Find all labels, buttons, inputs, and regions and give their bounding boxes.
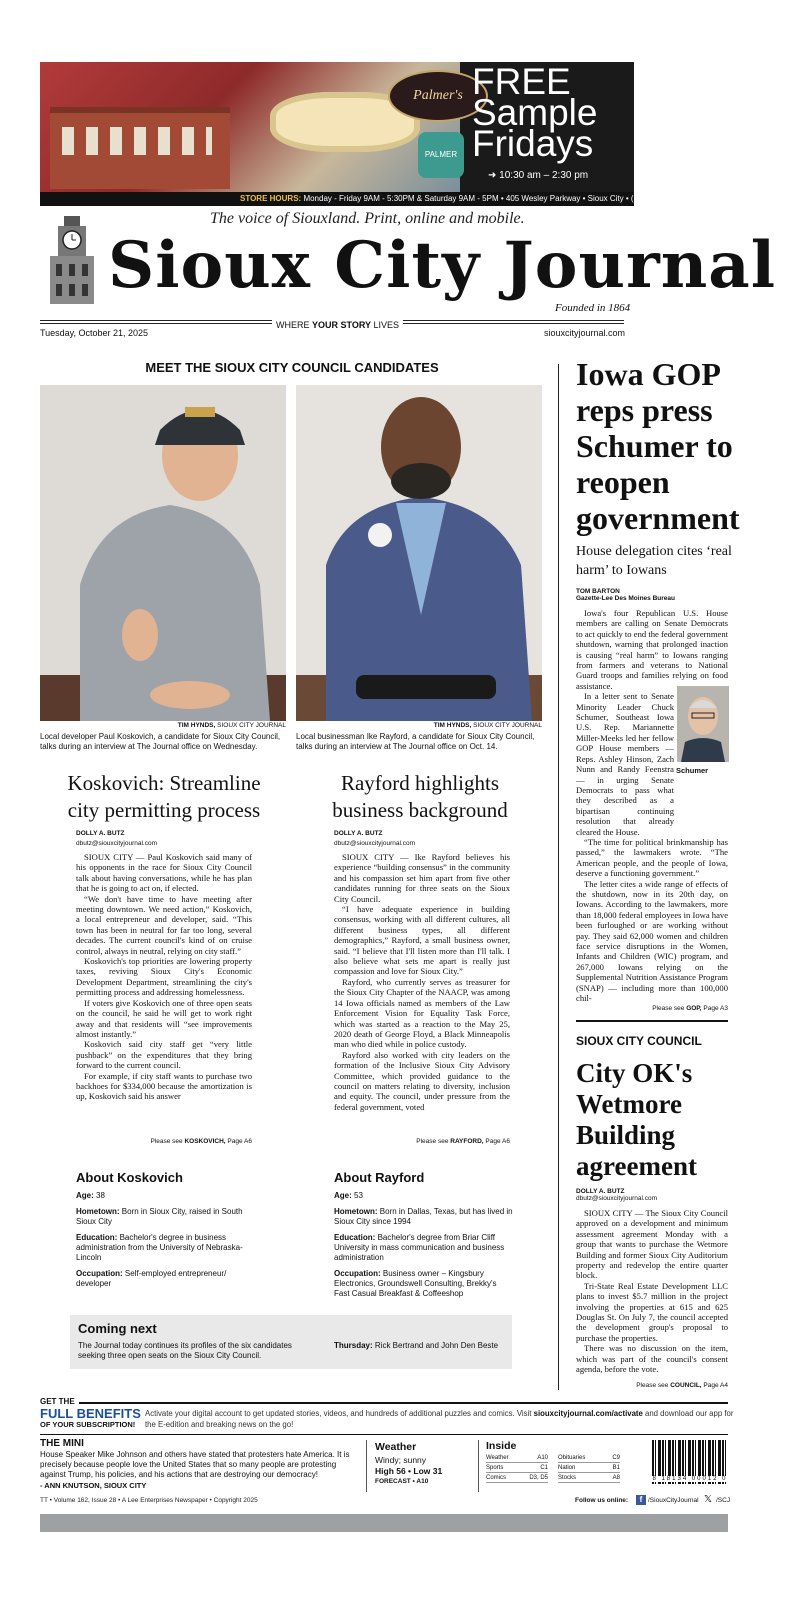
footer-divider: [366, 1440, 367, 1492]
koskovich-body: SIOUX CITY — Paul Koskovich said many of his opponents in the race for Sioux City Council talk about having conversations, while he has plan that he is going to act on, if elected. “We don't have time to have meeting after meeting downtown. We need action,” Koskovich, a local entrepreneur and developer, said. “This town has been in neutral for far too long, several decades. The current council's kind of on cruise control, always in neutral, relying on city staff.” Koskovich's top priorities are lowering property taxes, reviving Sioux City's Economic Development Department, streamlining the city's permitting process and addressing homelessness. If voters give Koskovich one of three open seats on the council, he said he will get to work right away and that residents will “see improvements almost instantly.” Koskovich said city staff get “very little pushback” on the expenditures that they bring forward to the current council. For example, if city staff wants to purchase two backhoes for $334,000 because the amortization is up, Koskovich said his answer: [76, 852, 252, 1102]
ad-headline: FREE Sample Fridays: [472, 61, 598, 164]
benefits-text: Activate your digital account to get updated stories, videos, and hundreds of additional puzzles and comics. Visit siouxcityjournal.com/activate and download our app for the E-edition and breaking news on the go!: [145, 1409, 734, 1429]
bottom-bar: [40, 1514, 728, 1532]
weather-forecast-link[interactable]: FORECAST • A10: [375, 1478, 429, 1485]
byline: DOLLY A. BUTZ: [76, 830, 125, 837]
activate-link[interactable]: siouxcityjournal.com/activate: [533, 1409, 643, 1418]
about-occupation: Occupation: Self-employed entrepreneur/ developer: [76, 1269, 227, 1288]
mini-title: THE MINI: [40, 1438, 84, 1449]
inside-item[interactable]: Weather A10: [486, 1455, 548, 1461]
gop-subhead: House delegation cites ‘real harm’ to Iowans: [576, 544, 732, 578]
barcode-number: 8 18134 00012 0: [652, 1476, 728, 1482]
inside-item[interactable]: Sports C1: [486, 1465, 548, 1471]
section-label: SIOUX CITY COUNCIL: [576, 1034, 702, 1048]
about-education: Education: Bachelor's degree in business administration from the University of Nebraska-Lincoln: [76, 1233, 243, 1262]
rayford-body: SIOUX CITY — Ike Rayford believes his experience “building consensus” in the community and his compassion set him apart from five other candidates running for three seats on the Sioux City Council. “I have adequate experience in building consensus, working with all different cultures, all different business types, all different demographics,” Rayford, a small business owner, said. “I believe that I'll listen more than I'll talk. I also believe what sets me apart is really just compassion and love for Sioux City.” Rayford, who currently serves as treasurer for the Sioux City Chapter of the NAACP, was among 14 Iowa officials named as members of the Law Enforcement Vision for Equality Task Force, which was started as a reaction to the May 25, 2020 death of George Floyd, a Black Minneapolis man who died while in police custody. Rayford also worked with city leaders on the formation of the Inclusive Sioux City Advisory Committee, which provided guidance to the council on matters relating to diversity, inclusion and equity. The council, under pressure from the federal government, voted: [334, 852, 510, 1112]
photo-credit: TIM HYNDS, SIOUX CITY JOURNAL: [177, 722, 286, 729]
ad-palmer-badge: PALMER: [418, 132, 464, 178]
section-rule: [576, 1020, 728, 1022]
about-education: Education: Bachelor's degree from Briar Cliff University in mass communication and business administration: [334, 1233, 505, 1262]
follow-label: Follow us online:: [575, 1497, 629, 1504]
photo-caption: Local businessman Ike Rayford, a candidate for Sioux City Council, talks during an interview at The Journal office on Oct. 14.: [296, 732, 535, 751]
ad-brand-logo: Palmer's: [388, 70, 488, 122]
coming-next-box: [70, 1315, 512, 1369]
ad-building-image: [50, 107, 230, 189]
column-rule: [558, 364, 559, 1390]
weather-temps: High 56 • Low 31: [375, 1466, 443, 1476]
feature-title: MEET THE SIOUX CITY COUNCIL CANDIDATES: [145, 360, 439, 375]
motto: WHERE YOUR STORY LIVES: [272, 320, 403, 330]
coming-next-text: The Journal today continues its profiles of the six candidates seeking three open seats on the Sioux City Council.: [78, 1341, 292, 1360]
coming-next-title: Coming next: [78, 1321, 157, 1336]
inside-col-2: [558, 1453, 620, 1483]
gop-headline[interactable]: Iowa GOP reps press Schumer to reopen government: [576, 356, 740, 536]
jump-line[interactable]: Please see KOSKOVICH, Page A6: [150, 1138, 252, 1145]
rayford-headline[interactable]: Rayford highlights business background: [332, 771, 508, 822]
gop-body: Iowa's four Republican U.S. House members are calling on Senate Democrats to act quickly to end the federal government shutdown, warning that prolonged inaction is causing “real harm” to Iowans ranging from farmers and veterans to National Guard troops and families relying on food assistance. In a letter sent to Senate Minority Leader Chuck Schumer, Southeast Iowa U.S. Rep. Mariannette Miller-Meeks led her fellow GOP House members — Reps. Ashley Hinson, Zach Nunn and Randy Feenstra — in urging Senate Democrats to pass what they described as a bipartisan continuing resolution that already cleared the House. “The time for political brinkmanship has passed,” the lawmakers wrote. “The American people, and the people of Iowa, deserve a functioning government.” The letter cites a wide range of effects of the shutdown, now in its 20th day, on Iowans. According to the lawmakers, more than 18,000 federal employees in Iowa have been furloughed or are working without pay. They said 62,000 women and children face service disruptions in the Women, Infants and Children (WIC) program, and 267,000 Iowans relying on the Supplemental Nutrition Assistance Program (SNAP) — including more than 100,000 chil-: [576, 608, 729, 1004]
inside-item[interactable]: Obituaries C9: [558, 1455, 620, 1461]
koskovich-photo[interactable]: [40, 385, 286, 721]
koskovich-headline[interactable]: Koskovich: Streamline city permitting process: [67, 771, 261, 822]
website-link[interactable]: siouxcityjournal.com: [544, 328, 626, 338]
byline: TOM BARTON Gazette-Lee Des Moines Bureau: [576, 588, 675, 602]
jump-line[interactable]: Please see COUNCIL, Page A4: [636, 1382, 728, 1389]
footer-divider: [478, 1440, 479, 1492]
mini-author: - ANN KNUTSON, SIOUX CITY: [40, 1481, 147, 1490]
about-occupation: Occupation: Business owner – Kingsbury Electronics, Groundswell Consulting, Brekky's Fast Casual Breakfast & Coffeeshop: [334, 1269, 497, 1298]
weather-condition: Windy; sunny: [375, 1455, 427, 1465]
about-title: About Rayford: [334, 1170, 425, 1185]
ad-time: ➜ 10:30 am – 2:30 pm: [488, 170, 589, 181]
about-hometown: Hometown: Born in Dallas, Texas, but has lived in Sioux City since 1994: [334, 1207, 513, 1226]
council-headline[interactable]: City OK's Wetmore Building agreement: [576, 1058, 697, 1181]
about-hometown: Hometown: Born in Sioux City, raised in South Sioux City: [76, 1207, 243, 1226]
benefits-get: GET THE: [40, 1397, 79, 1406]
schumer-photo[interactable]: [677, 686, 729, 762]
benefits-subtitle: OF YOUR SUBSCRIPTION!: [40, 1420, 136, 1429]
footer-rule: [40, 1402, 728, 1404]
jump-line[interactable]: Please see GOP, Page A3: [652, 1005, 728, 1012]
about-rayford: [334, 1170, 514, 1299]
tagline: The voice of Siouxland. Print, online and mobile.: [210, 210, 525, 227]
newspaper-nameplate[interactable]: Sioux City Journal: [108, 228, 776, 303]
mini-text: House Speaker Mike Johnson and others have stated that protesters hate America. It is precisely because people love the United States that so many people are protesting against Trump, his policies, and his actions that are destroying our democracy!: [40, 1450, 350, 1479]
facebook-link[interactable]: /SiouxCityJournal: [648, 1497, 699, 1504]
x-icon[interactable]: 𝕏: [704, 1494, 713, 1505]
council-body: SIOUX CITY — The Sioux City Council approved on a development and minimum assessment agreement Monday with a group that wants to purchase the Wetmore Building and former Sioux City Auditorium property and redevelop the entire quarter block. Tri-State Real Estate Development LLC plans to invest $5.7 million in the project involving the properties at 615 and 625 Douglas St. On July 7, the council accepted the development group's proposal to purchase the properties. There was no discussion on the item, which was part of the council's consent agenda, before the vote.: [576, 1208, 728, 1375]
folio-line: TT • Volume 162, Issue 28 • A Lee Enterprises Newspaper • Copyright 2025: [40, 1497, 258, 1504]
coming-next-thursday: Thursday: Rick Bertrand and John Den Beste: [334, 1341, 499, 1350]
photo-caption: Local developer Paul Koskovich, a candidate for Sioux City Council, talks during an interview at The Journal office on Wednesday.: [40, 732, 281, 751]
byline: DOLLY A. BUTZ dbutz@siouxcityjournal.com: [576, 1188, 658, 1202]
photo-credit: TIM HYNDS, SIOUX CITY JOURNAL: [433, 722, 542, 729]
byline-email[interactable]: dbutz@siouxcityjournal.com: [76, 840, 158, 847]
issue-date: Tuesday, October 21, 2025: [40, 328, 149, 338]
facebook-icon[interactable]: f: [636, 1495, 646, 1505]
schumer-caption: Schumer: [676, 766, 709, 775]
footer-rule: [40, 1434, 728, 1435]
byline-email[interactable]: dbutz@siouxcityjournal.com: [334, 840, 416, 847]
benefits-title: FULL BENEFITS: [40, 1406, 141, 1421]
advertisement-banner[interactable]: [40, 61, 686, 206]
about-age: Age: 38: [76, 1191, 105, 1200]
inside-item[interactable]: Nation B1: [558, 1465, 620, 1471]
rayford-photo[interactable]: [296, 385, 542, 721]
ad-store-hours: STORE HOURS: Monday - Friday 9AM - 5:30PM & Saturday 9AM - 5PM • 405 Wesley Parkway • Sioux City • (712) 258-7790: [40, 192, 634, 206]
inside-title: Inside: [486, 1440, 517, 1452]
inside-item[interactable]: Stocks A8: [558, 1475, 620, 1481]
inside-item[interactable]: Comics D3, D5: [486, 1475, 548, 1481]
jump-line[interactable]: Please see RAYFORD, Page A6: [416, 1138, 510, 1145]
about-koskovich: [76, 1170, 256, 1289]
byline-email[interactable]: dbutz@siouxcityjournal.com: [576, 1195, 658, 1202]
founded-date: Founded in 1864: [555, 302, 631, 314]
weather-title: Weather: [375, 1441, 417, 1453]
clock-tower-icon: [44, 212, 100, 304]
byline: DOLLY A. BUTZ: [334, 830, 383, 837]
about-age: Age: 53: [334, 1191, 363, 1200]
inside-col-1: [486, 1453, 548, 1483]
about-title: About Koskovich: [76, 1170, 183, 1185]
x-link[interactable]: /SCJ: [716, 1497, 731, 1504]
